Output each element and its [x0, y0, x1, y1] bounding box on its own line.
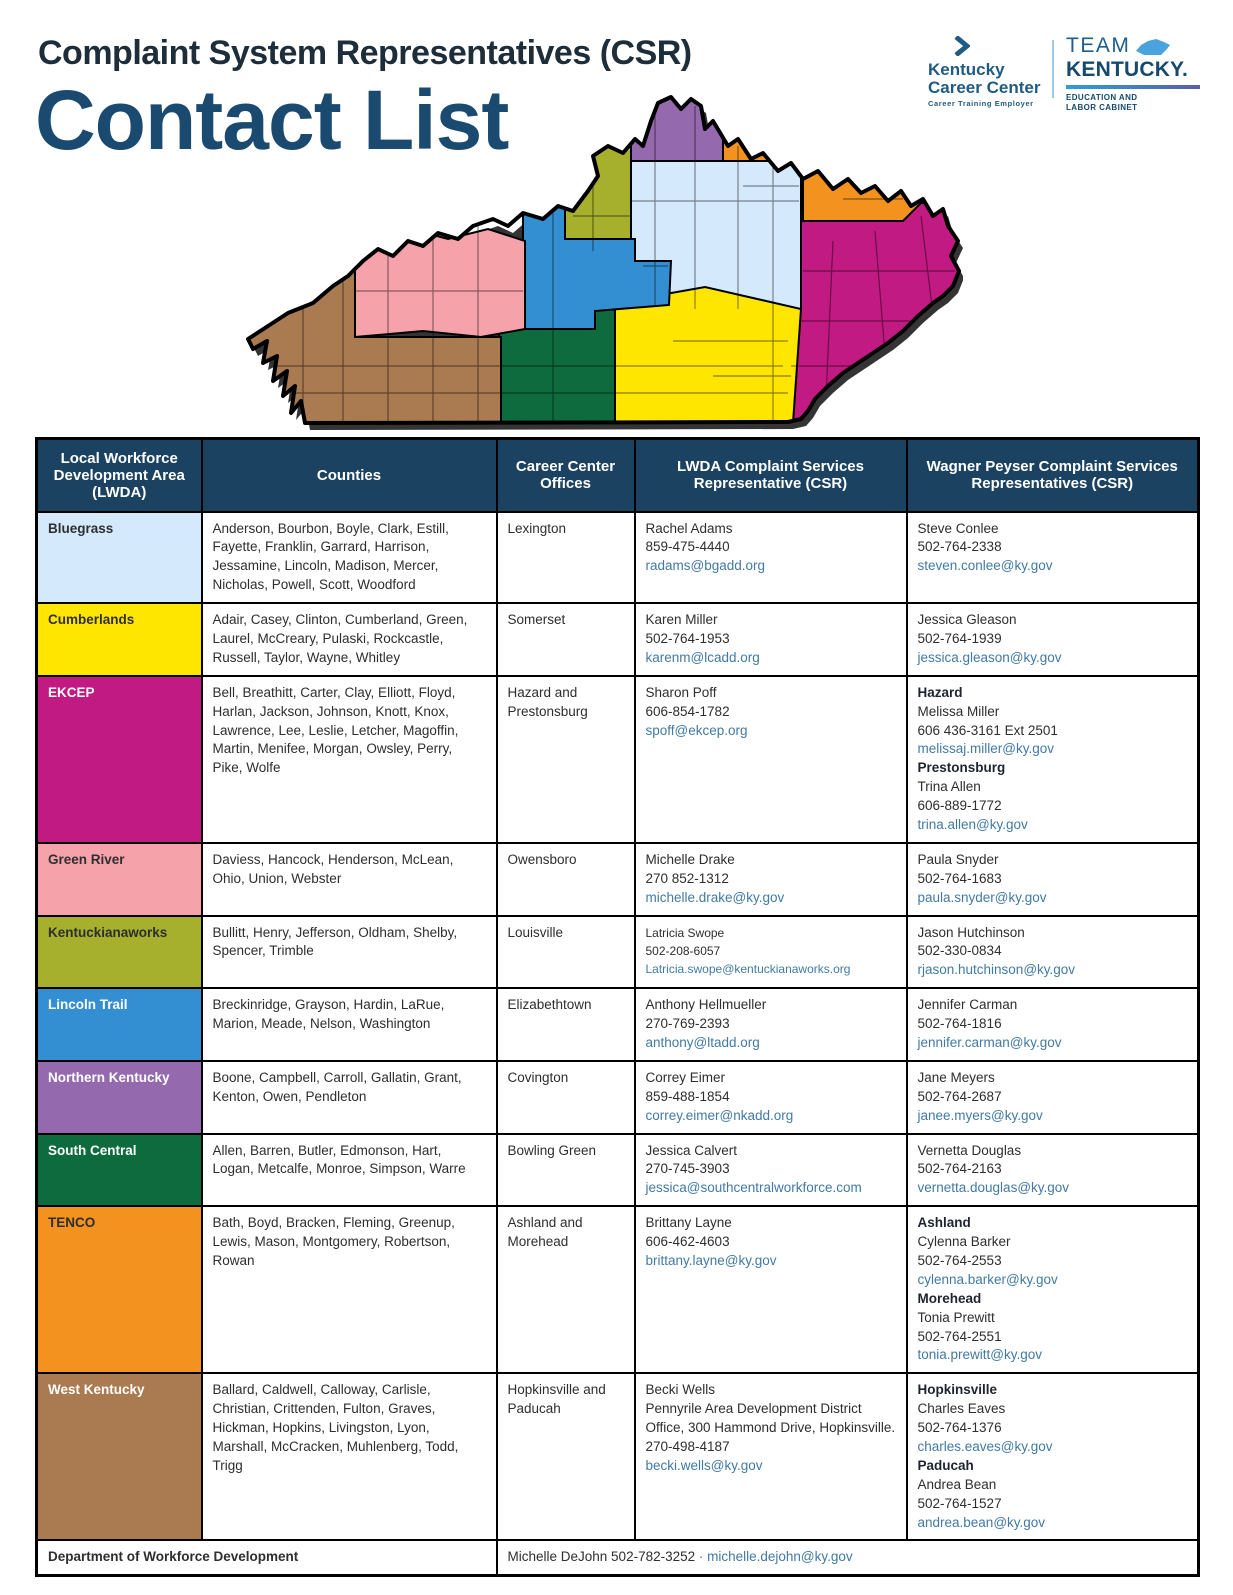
lwda-name-cell: West Kentucky	[37, 1373, 202, 1540]
lwda-name-cell: TENCO	[37, 1206, 202, 1373]
contact-text: 502-764-1683	[917, 870, 1002, 886]
lwda-name-cell: Cumberlands	[37, 603, 202, 676]
header-lwda: Local Workforce Development Area (LWDA)	[37, 439, 202, 512]
lwda-csr-cell	[635, 988, 907, 1061]
contact-text: Latricia Swope	[645, 925, 725, 940]
contact-text: 502-764-2687	[917, 1088, 1002, 1104]
career-center-offices-cell: Elizabethtown	[497, 988, 635, 1061]
lwda-csr-cell	[635, 603, 907, 676]
contact-text: 502-208-6057	[645, 943, 721, 958]
contact-text: Michelle Drake	[645, 851, 735, 867]
contact-text: Vernetta Douglas	[917, 1142, 1022, 1158]
email-link[interactable]: rjason.hutchinson@ky.gov	[917, 962, 1076, 978]
logo-divider	[1052, 40, 1054, 98]
lwda-csr-cell	[635, 916, 907, 989]
wagner-peyser-csr-cell	[907, 843, 1199, 916]
table-row-northern-kentucky	[37, 1061, 1199, 1134]
lwda-csr-cell	[635, 1206, 907, 1373]
contact-text: Melissa Miller	[917, 703, 1000, 719]
career-center-offices-cell: Bowling Green	[497, 1134, 635, 1207]
contact-text: Correy Eimer	[645, 1069, 726, 1085]
table-row-cumberlands	[37, 603, 1199, 676]
career-center-offices-cell: Hopkinsville and Paducah	[497, 1373, 635, 1540]
wagner-peyser-csr-cell	[907, 916, 1199, 989]
counties-cell: Anderson, Bourbon, Boyle, Clark, Estill, Fayette, Franklin, Garrard, Harrison, Jessamine, Lincoln, Madison, Mercer, Nicholas, Powell, Scott, Woodford	[202, 512, 497, 604]
contact-text: 270-498-4187	[645, 1439, 730, 1455]
contact-text: 502-764-2338	[917, 539, 1002, 555]
counties-cell: Daviess, Hancock, Henderson, McLean, Ohio, Union, Webster	[202, 843, 497, 916]
email-link[interactable]: jessica@southcentralworkforce.com	[645, 1180, 862, 1196]
email-link[interactable]: paula.snyder@ky.gov	[917, 889, 1047, 905]
wagner-peyser-csr-cell	[907, 1134, 1199, 1207]
lwda-csr-cell	[635, 512, 907, 604]
table-row-south-central	[37, 1134, 1199, 1207]
email-link[interactable]: charles.eaves@ky.gov	[917, 1439, 1053, 1455]
lwda-csr-cell	[635, 1373, 907, 1540]
wagner-peyser-csr-cell	[907, 676, 1199, 843]
kentucky-state-icon	[1134, 38, 1172, 58]
contact-text: 859-488-1854	[645, 1088, 730, 1104]
email-link[interactable]: brittany.layne@ky.gov	[645, 1253, 777, 1268]
lwda-name-cell: Lincoln Trail	[37, 988, 202, 1061]
lwda-name-cell: Kentuckianaworks	[37, 916, 202, 989]
footer-separator: ·	[698, 1549, 708, 1565]
lwda-csr-cell	[635, 1061, 907, 1134]
office-city-label: Morehead	[917, 1290, 982, 1306]
team-kentucky-logo	[1066, 34, 1216, 114]
table-row-west-kentucky	[37, 1373, 1199, 1540]
contact-text: 502-764-2553	[917, 1253, 1002, 1268]
contact-text: 502-330-0834	[917, 943, 1002, 959]
contact-text: Steve Conlee	[917, 520, 999, 536]
table-row-kentuckianaworks	[37, 916, 1199, 989]
contact-text: Charles Eaves	[917, 1401, 1006, 1417]
contact-text: 606 436-3161 Ext 2501	[917, 722, 1058, 738]
contact-text: Tonia Prewitt	[917, 1309, 995, 1325]
contact-text: 502-764-2551	[917, 1328, 1002, 1344]
contact-text: Jessica Calvert	[645, 1142, 738, 1158]
table-row-lincoln-trail	[37, 988, 1199, 1061]
map-region-green-river	[355, 227, 525, 337]
contact-text: 606-854-1782	[645, 703, 730, 719]
email-link[interactable]: spoff@ekcep.org	[645, 722, 748, 738]
team-kentucky-word1: TEAM	[1066, 34, 1131, 57]
lwda-name-cell: EKCEP	[37, 676, 202, 843]
lwda-name-cell: South Central	[37, 1134, 202, 1207]
career-center-offices-cell: Louisville	[497, 916, 635, 989]
contact-text: 859-475-4440	[645, 539, 730, 555]
contact-text: 606-462-4603	[645, 1234, 730, 1250]
email-link[interactable]: correy.eimer@nkadd.org	[645, 1107, 794, 1123]
contact-text: Jennifer Carman	[917, 997, 1018, 1013]
team-kentucky-gradient-bar	[1066, 85, 1200, 89]
email-link[interactable]: jennifer.carman@ky.gov	[917, 1034, 1062, 1050]
contact-text: Sharon Poff	[645, 684, 717, 700]
lwda-csr-cell	[635, 676, 907, 843]
contact-text: 502-764-2163	[917, 1161, 1002, 1177]
email-link[interactable]: steven.conlee@ky.gov	[917, 558, 1053, 574]
contact-text: Rachel Adams	[645, 520, 733, 536]
header-counties: Counties	[202, 439, 497, 512]
office-city-label: Prestonsburg	[917, 760, 1006, 776]
contact-text: 502-764-1376	[917, 1420, 1002, 1436]
career-center-offices-cell: Owensboro	[497, 843, 635, 916]
team-kentucky-word2: KENTUCKY.	[1066, 58, 1188, 81]
contact-text: Cylenna Barker	[917, 1234, 1011, 1250]
counties-cell: Bath, Boyd, Bracken, Fleming, Greenup, Lewis, Mason, Montgomery, Robertson, Rowan	[202, 1206, 497, 1373]
contact-text: 270-769-2393	[645, 1016, 730, 1032]
team-kentucky-sub2: LABOR CABINET	[1066, 103, 1138, 113]
contact-text: 502-764-1939	[917, 630, 1002, 646]
contact-text: 502-764-1953	[645, 630, 730, 646]
contact-text: 502-764-1527	[917, 1495, 1002, 1511]
email-link[interactable]: janee.myers@ky.gov	[917, 1107, 1043, 1123]
lwda-csr-cell	[635, 843, 907, 916]
header-lwda-csr: LWDA Complaint Services Representative (CSR)	[635, 439, 907, 512]
footer-name-phone: Michelle DeJohn 502-782-3252	[507, 1549, 699, 1565]
team-kentucky-sub1: EDUCATION AND	[1066, 93, 1138, 102]
table-row-tenco	[37, 1206, 1199, 1373]
chevron-icon	[954, 36, 970, 56]
footer-email-link[interactable]: michelle.dejohn@ky.gov	[707, 1549, 853, 1565]
email-link[interactable]: radams@bgadd.org	[645, 558, 766, 574]
counties-cell: Boone, Campbell, Carroll, Gallatin, Grant, Kenton, Owen, Pendleton	[202, 1061, 497, 1134]
contact-table-body	[37, 512, 1199, 1576]
wagner-peyser-csr-cell	[907, 1061, 1199, 1134]
career-center-offices-cell: Hazard and Prestonsburg	[497, 676, 635, 843]
wagner-peyser-csr-cell	[907, 988, 1199, 1061]
office-city-label: Paducah	[917, 1457, 974, 1473]
email-link[interactable]: vernetta.douglas@ky.gov	[917, 1180, 1070, 1196]
header-wp-csr: Wagner Peyser Complaint Services Representatives (CSR)	[907, 439, 1199, 512]
office-city-label: Ashland	[917, 1215, 971, 1231]
contact-text: Karen Miller	[645, 612, 718, 628]
contact-text: Jason Hutchinson	[917, 924, 1025, 940]
kentucky-lwda-map	[243, 90, 963, 430]
contact-text: 270-745-3903	[645, 1161, 730, 1177]
counties-cell: Adair, Casey, Clinton, Cumberland, Green, Laurel, McCreary, Pulaski, Rockcastle, Russell, Taylor, Wayne, Whitley	[202, 603, 497, 676]
table-row-ekcep	[37, 676, 1199, 843]
email-link[interactable]: anthony@ltadd.org	[645, 1034, 760, 1050]
contact-text: 270 852-1312	[645, 870, 729, 886]
lwda-name-cell: Bluegrass	[37, 512, 202, 604]
career-center-offices-cell: Lexington	[497, 512, 635, 604]
email-link[interactable]: Latricia.swope@kentuckianaworks.org	[645, 961, 851, 976]
footer-department-label: Department of Workforce Development	[37, 1540, 497, 1575]
map-region-ekcep	[783, 203, 963, 426]
lwda-name-cell: Green River	[37, 843, 202, 916]
career-center-offices-cell: Covington	[497, 1061, 635, 1134]
wagner-peyser-csr-cell	[907, 1206, 1199, 1373]
email-link[interactable]: cylenna.barker@ky.gov	[917, 1271, 1058, 1287]
career-center-offices-cell: Somerset	[497, 603, 635, 676]
email-link[interactable]: michelle.drake@ky.gov	[645, 889, 785, 905]
email-link[interactable]: melissaj.miller@ky.gov	[917, 741, 1054, 757]
contact-text: Brittany Layne	[645, 1215, 732, 1231]
lwda-name-cell: Northern Kentucky	[37, 1061, 202, 1134]
office-city-label: Hazard	[917, 684, 963, 700]
counties-cell: Allen, Barren, Butler, Edmonson, Hart, Logan, Metcalfe, Monroe, Simpson, Warre	[202, 1134, 497, 1207]
contact-text: Becki Wells	[645, 1382, 716, 1398]
wagner-peyser-csr-cell	[907, 512, 1199, 604]
contact-text: Paula Snyder	[917, 851, 999, 867]
kcc-logo-line1: Kentucky	[928, 59, 1005, 79]
header-offices: Career Center Offices	[497, 439, 635, 512]
counties-cell: Bell, Breathitt, Carter, Clay, Elliott, Floyd, Harlan, Jackson, Johnson, Knott, Knox, Lawrence, Lee, Leslie, Letcher, Magoffin, Martin, Menifee, Morgan, Owsley, Perry, Pike, Wolfe	[202, 676, 497, 843]
office-city-label: Hopkinsville	[917, 1382, 998, 1398]
footer-row	[37, 1540, 1199, 1575]
email-link[interactable]: tonia.prewitt@ky.gov	[917, 1347, 1043, 1363]
contact-text: Andrea Bean	[917, 1476, 997, 1492]
table-row-bluegrass	[37, 512, 1199, 604]
page-title: Contact List	[35, 73, 509, 167]
contact-text: 606-889-1772	[917, 798, 1002, 814]
career-center-offices-cell: Ashland and Morehead	[497, 1206, 635, 1373]
email-link[interactable]: trina.allen@ky.gov	[917, 816, 1028, 832]
footer-contact-cell	[497, 1540, 1199, 1575]
contact-text: Pennyrile Area Development District Office, 300 Hammond Drive, Hopkinsville.	[645, 1401, 896, 1436]
email-link[interactable]: becki.wells@ky.gov	[645, 1457, 763, 1473]
contact-text: Anthony Hellmueller	[645, 997, 767, 1013]
kcc-logo-tagline: Career Training Employer	[928, 99, 1034, 109]
contact-text: Jessica Gleason	[917, 612, 1017, 628]
email-link[interactable]: jessica.gleason@ky.gov	[917, 649, 1062, 665]
wagner-peyser-csr-cell	[907, 603, 1199, 676]
counties-cell: Bullitt, Henry, Jefferson, Oldham, Shelby, Spencer, Trimble	[202, 916, 497, 989]
table-row-green-river	[37, 843, 1199, 916]
contact-text: Trina Allen	[917, 779, 981, 795]
counties-cell: Ballard, Caldwell, Calloway, Carlisle, Christian, Crittenden, Fulton, Graves, Hickman, Hopkins, Livingston, Lyon, Marshall, McCracken, Muhlenberg, Todd, Trigg	[202, 1373, 497, 1540]
email-link[interactable]: andrea.bean@ky.gov	[917, 1514, 1046, 1530]
kcc-logo-line2: Career Center	[928, 77, 1041, 97]
table-header-row	[37, 439, 1199, 512]
document-subtitle: Complaint System Representatives (CSR)	[38, 34, 692, 72]
email-link[interactable]: karenm@lcadd.org	[645, 649, 760, 665]
contact-table	[35, 437, 1200, 1577]
counties-cell: Breckinridge, Grayson, Hardin, LaRue, Marion, Meade, Nelson, Washington	[202, 988, 497, 1061]
lwda-csr-cell	[635, 1134, 907, 1207]
wagner-peyser-csr-cell	[907, 1373, 1199, 1540]
contact-text: 502-764-1816	[917, 1016, 1002, 1032]
contact-text: Jane Meyers	[917, 1069, 995, 1085]
